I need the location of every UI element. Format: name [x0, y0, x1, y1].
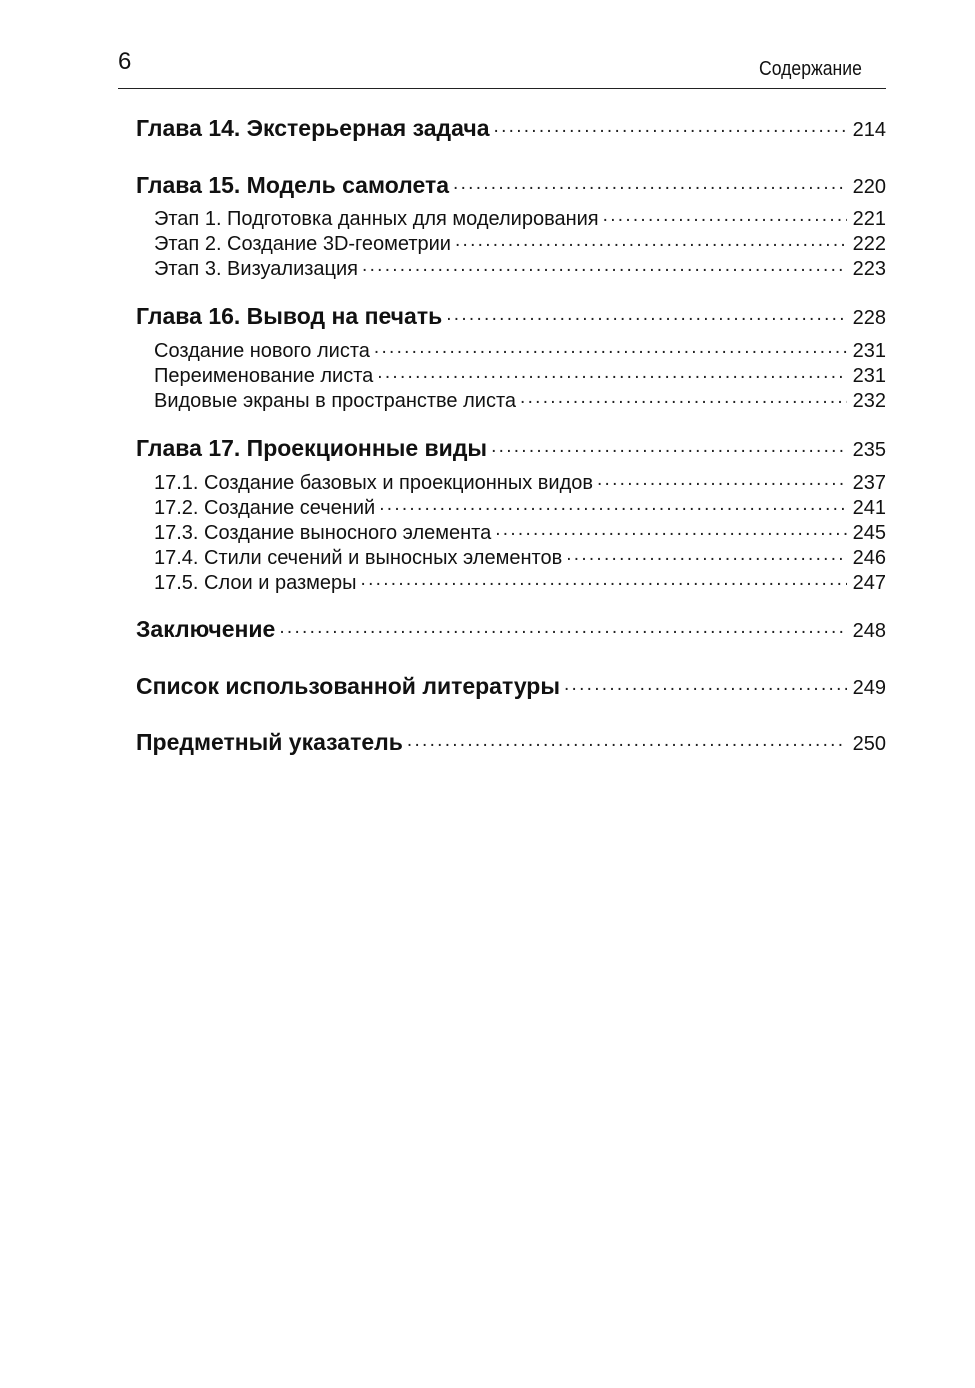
- toc-entry-title: Глава 14. Экстерьерная задача: [136, 115, 494, 142]
- toc-chapter-17: [136, 435, 886, 462]
- toc-section-16-2: [154, 365, 886, 388]
- toc-page-number: 222: [852, 233, 886, 255]
- toc-section-15-1: [154, 208, 886, 231]
- toc-subject-index: [136, 729, 886, 756]
- toc-entry-title: Переименование листа: [154, 365, 377, 388]
- dot-leader: [603, 209, 847, 225]
- toc-entry-title: Заключение: [136, 616, 279, 643]
- toc-page-number: 214: [852, 119, 886, 141]
- toc-section-17-3: [154, 522, 886, 545]
- toc-section-17-2: [154, 497, 886, 520]
- toc-chapter-16: [136, 303, 886, 330]
- toc-entry-title: Предметный указатель: [136, 729, 407, 756]
- toc-section-16-3: [154, 390, 886, 413]
- toc-page-number: 241: [852, 497, 886, 519]
- toc-entry-title: 17.1. Создание базовых и проекционных видов: [154, 472, 597, 495]
- dot-leader: [379, 498, 846, 514]
- toc-page-number: 231: [852, 365, 886, 387]
- toc-entry-title: Этап 2. Создание 3D-геометрии: [154, 233, 455, 256]
- dot-leader: [494, 120, 847, 136]
- dot-leader: [597, 473, 847, 489]
- toc-section-17-4: [154, 547, 886, 570]
- dot-leader: [495, 523, 846, 539]
- toc-entry-title: 17.5. Слои и размеры: [154, 572, 361, 595]
- toc-chapter-15: [136, 172, 886, 199]
- toc-entry-title: Видовые экраны в пространстве листа: [154, 390, 520, 413]
- dot-leader: [564, 678, 847, 694]
- toc-chapter-14: [136, 115, 886, 142]
- toc-entry-title: Создание нового листа: [154, 340, 374, 363]
- dot-leader: [407, 734, 847, 750]
- toc-page-number: 231: [852, 340, 886, 362]
- toc-page-number: 245: [852, 522, 886, 544]
- dot-leader: [377, 366, 846, 382]
- running-head: Содержание: [759, 58, 862, 80]
- dot-leader: [520, 391, 847, 407]
- toc-page-number: 247: [852, 572, 886, 594]
- toc-page-number: 250: [852, 733, 886, 755]
- toc-references: [136, 673, 886, 700]
- toc-page-number: 228: [852, 307, 886, 329]
- dot-leader: [566, 548, 846, 564]
- toc-entry-title: 17.2. Создание сечений: [154, 497, 379, 520]
- toc-page-number: 235: [852, 439, 886, 461]
- toc-entry-title: 17.4. Стили сечений и выносных элементов: [154, 547, 566, 570]
- dot-leader: [361, 573, 847, 589]
- toc-entry-title: 17.3. Создание выносного элемента: [154, 522, 495, 545]
- toc-page-number: 249: [852, 677, 886, 699]
- dot-leader: [455, 234, 847, 250]
- toc-entry-title: Глава 15. Модель самолета: [136, 172, 453, 199]
- toc-section-15-2: [154, 233, 886, 256]
- toc-page-number: 248: [852, 620, 886, 642]
- dot-leader: [362, 259, 847, 275]
- toc-entry-title: Этап 3. Визуализация: [154, 258, 362, 281]
- toc-page-number: 223: [852, 258, 886, 280]
- toc-section-17-1: [154, 472, 886, 495]
- dot-leader: [374, 341, 847, 357]
- toc-entry-title: Глава 16. Вывод на печать: [136, 303, 446, 330]
- dot-leader: [491, 440, 847, 456]
- dot-leader: [446, 308, 846, 324]
- page-number: 6: [118, 48, 132, 75]
- toc-page-number: 237: [852, 472, 886, 494]
- toc-page-number: 220: [852, 176, 886, 198]
- dot-leader: [453, 177, 847, 193]
- toc-page-number: 246: [852, 547, 886, 569]
- toc-page-number: 221: [852, 208, 886, 230]
- toc-entry-title: Список использованной литературы: [136, 673, 564, 700]
- dot-leader: [279, 621, 846, 637]
- toc-section-16-1: [154, 340, 886, 363]
- toc-section-15-3: [154, 258, 886, 281]
- toc-section-17-5: [154, 572, 886, 595]
- toc-entry-title: Глава 17. Проекционные виды: [136, 435, 491, 462]
- toc-page-number: 232: [852, 390, 886, 412]
- toc-conclusion: [136, 616, 886, 643]
- toc-entry-title: Этап 1. Подготовка данных для моделирования: [154, 208, 603, 231]
- page-header: [118, 40, 886, 89]
